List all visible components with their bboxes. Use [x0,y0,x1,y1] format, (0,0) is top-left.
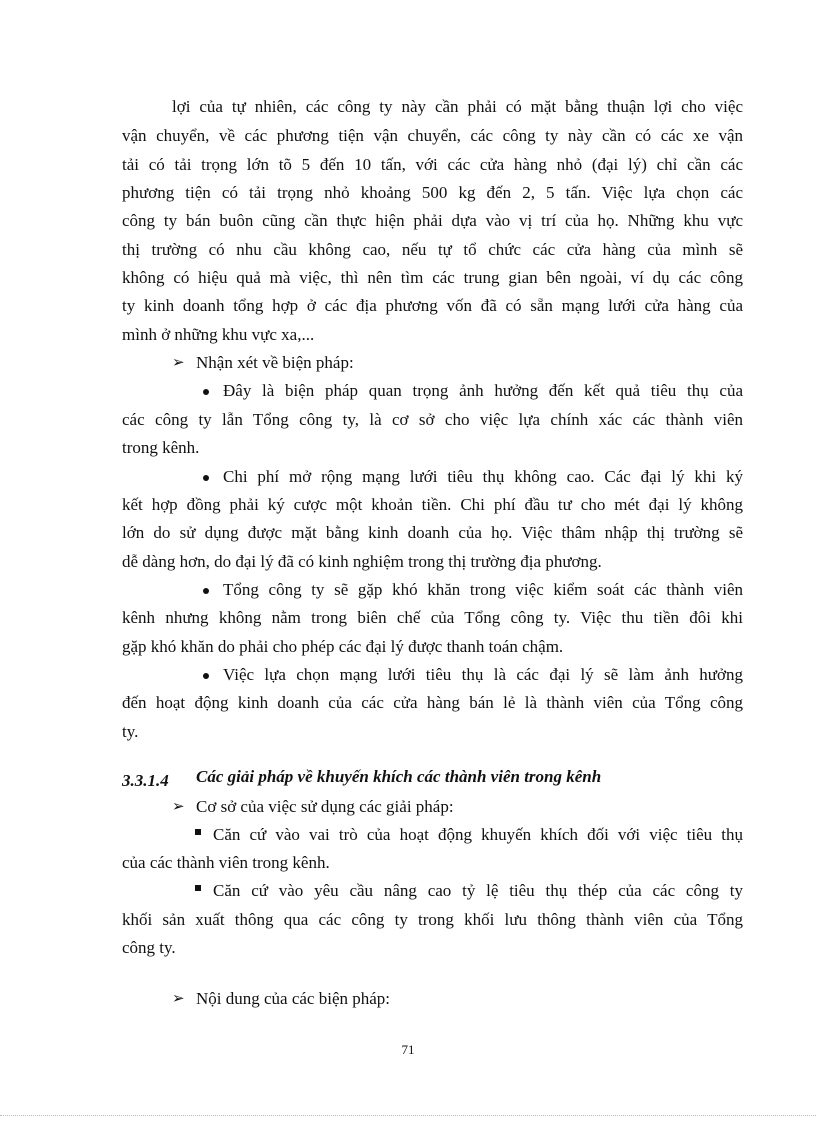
para1-line: ty kinh doanh tổng hợp ở các địa phương vốn đã có sẵn mạng lưới cửa hàng của [122,296,743,315]
para1-line: thị trường có nhu cầu không cao, nếu tự tổ chức các cửa hàng của mình sẽ [122,240,743,259]
basis-heading: Cơ sở của việc sử dụng các giải pháp: [196,797,454,816]
bullet-line: gặp khó khăn do phải cho phép các đại lý được thanh toán chậm. [122,637,564,656]
bullet-line: Tổng công ty sẽ gặp khó khăn trong việc kiểm soát các thành viên [223,580,743,599]
bullet-dot-icon [203,475,209,481]
para1-line: vận chuyển, về các phương tiện vận chuyển, các công ty này cần có các xe vận [122,126,743,145]
section-title: Các giải pháp về khuyến khích các thành viên trong kênh [196,767,602,786]
arrow-bullet-icon: ➢ [172,355,185,371]
bullet-line: ty. [122,722,139,741]
para1-line: lợi của tự nhiên, các công ty này cần phải có mặt bằng thuận lợi cho việc [172,97,743,116]
bullet-line: trong kênh. [122,438,200,457]
para1-line: phương tiện có tải trọng nhỏ khoảng 500 kg đến 2, 5 tấn. Việc lựa chọn các [122,183,743,202]
para1-line: mình ở những khu vực xa,... [122,325,315,344]
bullet-line: dễ dàng hơn, do đại lý đã có kinh nghiệm trong thị trường địa phương. [122,552,602,571]
square-bullet-icon [195,885,201,891]
para1-line: công ty bán buôn cũng cần thực hiện phải dựa vào vị trí của họ. Những khu vực [122,211,743,230]
arrow-bullet-icon: ➢ [172,991,185,1007]
bullet-dot-icon [203,588,209,594]
remark-heading: Nhận xét về biện pháp: [196,353,354,372]
square-bullet-icon [195,829,201,835]
square-item-line: của các thành viên trong kênh. [122,853,330,872]
square-item-line: khối sản xuất thông qua các công ty trong khối lưu thông thành viên của Tổng [122,910,743,929]
content-heading: Nội dung của các biện pháp: [196,989,391,1008]
square-item-line: công ty. [122,938,176,957]
page-number: 71 [401,1042,415,1057]
bullet-line: đến hoạt động kinh doanh của các cửa hàng bán lẻ là thành viên của Tổng công [122,693,743,712]
bullet-line: Đây là biện pháp quan trọng ảnh hưởng đến kết quả tiêu thụ của [223,381,743,400]
bullet-line: kết hợp đồng phải ký cược một khoản tiền. Chi phí đầu tư cho mét đại lý không [122,495,743,514]
bullet-line: kênh nhưng không nằm trong biên chế của Tổng công ty. Việc thu tiền đôi khi [122,608,743,627]
bullet-line: Chi phí mở rộng mạng lưới tiêu thụ không cao. Các đại lý khi ký [223,467,743,486]
bullet-line: lớn do sử dụng được mặt bằng kinh doanh của họ. Việc thâm nhập thị trường sẽ [122,523,743,542]
bullet-dot-icon [203,389,209,395]
bullet-line: Việc lựa chọn mạng lưới tiêu thụ là các đại lý sẽ làm ảnh hưởng [223,665,743,684]
square-item-line: Căn cứ vào vai trò của hoạt động khuyến khích đối với việc tiêu thụ [213,825,743,844]
page-bottom-divider [0,1115,816,1116]
para1-line: không có hiệu quả mà việc, thì nên tìm các trung gian bên ngoài, ví dụ các công [122,268,743,287]
square-item-line: Căn cứ vào yêu cầu nâng cao tỷ lệ tiêu thụ thép của các công ty [213,881,743,900]
bullet-line: các công ty lẫn Tổng công ty, là cơ sở cho việc lựa chính xác các thành viên [122,410,743,429]
bullet-dot-icon [203,673,209,679]
section-number: 3.3.1.4 [122,771,169,790]
para1-line: tải có tải trọng lớn tõ 5 đến 10 tấn, với các cửa hàng nhỏ (đại lý) chỉ cần các [122,155,743,174]
arrow-bullet-icon: ➢ [172,799,185,815]
